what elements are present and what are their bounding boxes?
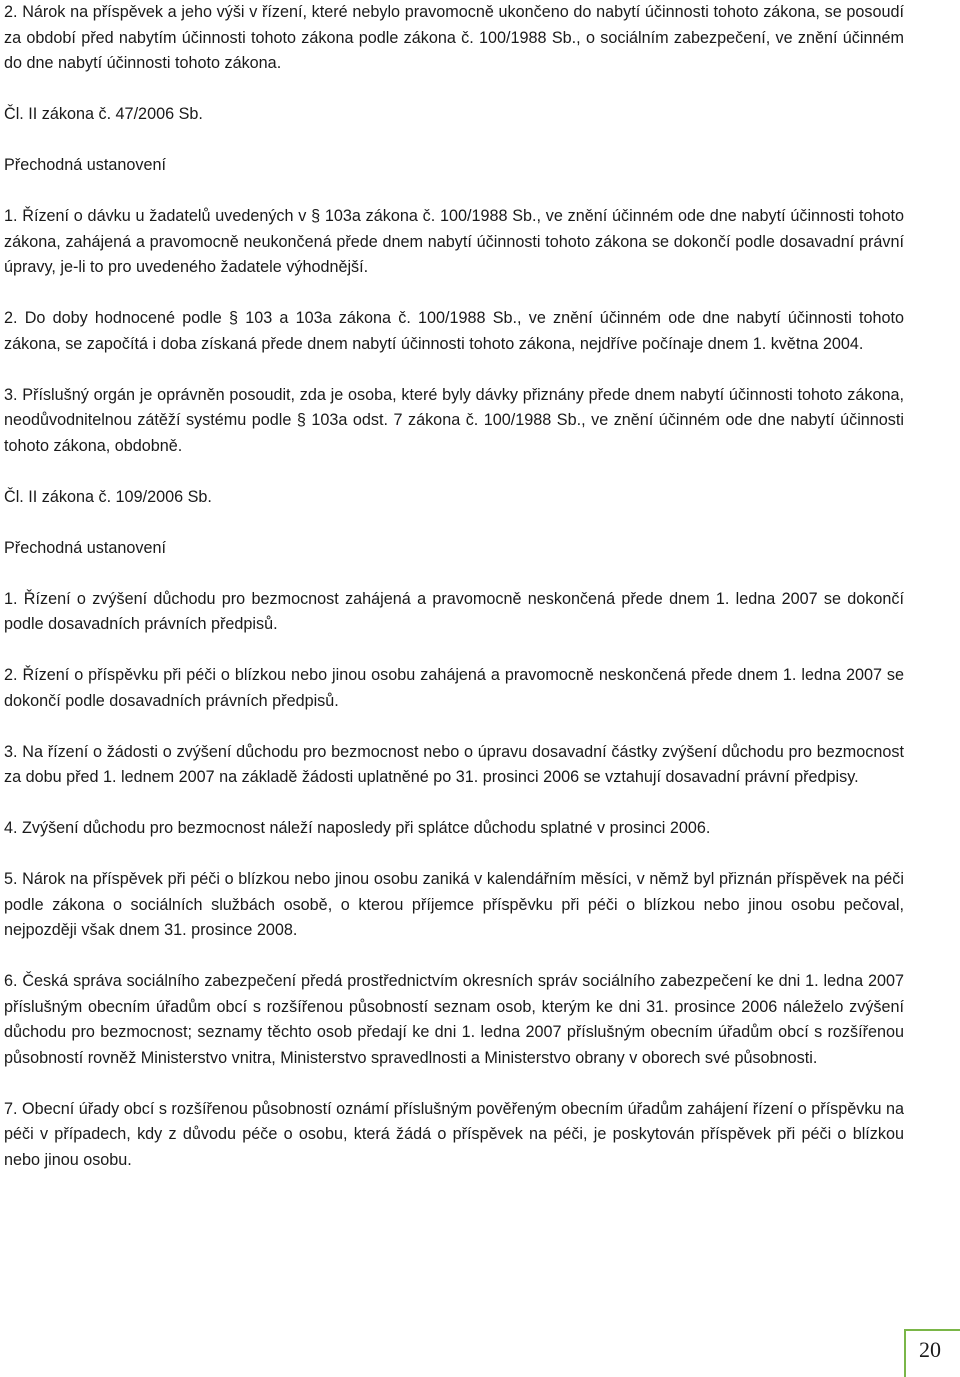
- paragraph-47-1: 1. Řízení o dávku u žadatelů uvedených v § 103a zákona č. 100/1988 Sb., ve znění účinném ode dne nabytí účinnosti tohoto zákona, zahájená a pravomocně neukončená přede dnem nabytí účinnosti tohoto zákona se dokončí podle dosavadní právní úpravy, je-li to pro uvedeného žadatele výhodnější.: [4, 207, 904, 276]
- page-number: 20: [919, 1337, 941, 1362]
- paragraph-intro-2: 2. Nárok na příspěvek a jeho výši v řízení, které nebylo pravomocně ukončeno do nabytí účinnosti tohoto zákona, se posoudí za období před nabytím účinnosti tohoto zákona podle zákona č. 100/1988 Sb., o sociálním zabezpečení, ve znění účinném do dne nabytí účinnosti tohoto zákona.: [4, 3, 904, 72]
- paragraph-47-3: 3. Příslušný orgán je oprávněn posoudit, zda je osoba, které byly dávky přiznány přede dnem nabytí účinnosti tohoto zákona, neodůvodnitelnou zátěží systému podle § 103a odst. 7 zákona č. 100/1988 Sb., ve znění účinném ode dne nabytí účinnosti tohoto zákona, obdobně.: [4, 385, 904, 455]
- paragraph-109-5: 5. Nárok na příspěvek při péči o blízkou nebo jinou osobu zaniká v kalendářním měsíci, v němž byl přiznán příspěvek na péči podle zákona o sociálních službách osobě, o kterou příjemce příspěvku při péči o blízkou nebo jinou osobu pečoval, nejpozději však dnem 31. prosince 2008.: [4, 870, 904, 939]
- paragraph-109-3: 3. Na řízení o žádosti o zvýšení důchodu pro bezmocnost nebo o úpravu dosavadní částky zvýšení důchodu pro bezmocnost za dobu před 1. lednem 2007 na základě žádosti uplatněné po 31. prosinci 2006 se vztahují dosavadní právní předpisy.: [4, 742, 904, 786]
- article-heading-109-2006: Čl. II zákona č. 109/2006 Sb.: [4, 487, 212, 506]
- paragraph-109-7: 7. Obecní úřady obcí s rozšířenou působností oznámí příslušným pověřeným obecním úřadům zahájení řízení o příspěvku na péči v případech, kdy z důvodu péče o osobu, která žádá o příspěvek na péči, je poskytován příspěvek při péči o blízkou nebo jinou osobu.: [4, 1099, 904, 1169]
- article-heading-47-2006: Čl. II zákona č. 47/2006 Sb.: [4, 105, 203, 123]
- paragraph-109-2: 2. Řízení o příspěvku při péči o blízkou nebo jinou osobu zahájená a pravomocně neskončená přede dnem 1. ledna 2007 se dokončí podle dosavadních právních předpisů.: [4, 666, 904, 710]
- page-number-border-top: [904, 1329, 960, 1331]
- page-number-box: [904, 1329, 960, 1377]
- document-body: [4, 0, 904, 1199]
- paragraph-109-1: 1. Řízení o zvýšení důchodu pro bezmocnost zahájená a pravomocně neskončená přede dnem 1. ledna 2007 se dokončí podle dosavadních právních předpisů.: [4, 589, 904, 633]
- paragraph-109-6: 6. Česká správa sociálního zabezpečení předá prostřednictvím okresních správ sociálního zabezpečení ke dni 1. ledna 2007 příslušným obecním úřadům obcí s rozšířenou působností seznam osob, kterým ke dni 31. prosince 2006 náleželo zvýšení důchodu pro bezmocnost; seznamy těchto osob předají ke dni 1. ledna 2007 příslušným obecním úřadům obcí s rozšířenou působností rovněž Ministerstvo vnitra, Ministerstvo spravedlnosti a Ministerstvo obrany v oborech své působnosti.: [4, 972, 904, 1067]
- paragraph-109-4: 4. Zvýšení důchodu pro bezmocnost náleží naposledy při splátce důchodu splatné v prosinci 2006.: [4, 819, 711, 837]
- section-heading-transitional-2: Přechodná ustanovení: [4, 538, 166, 557]
- paragraph-47-2: 2. Do doby hodnocené podle § 103 a 103a zákona č. 100/1988 Sb., ve znění účinném ode dne nabytí účinnosti tohoto zákona, se započítá i doba získaná přede dnem nabytí účinnosti tohoto zákona, nejdříve počínaje dnem 1. května 2004.: [4, 309, 904, 353]
- section-heading-transitional: Přechodná ustanovení: [4, 156, 166, 174]
